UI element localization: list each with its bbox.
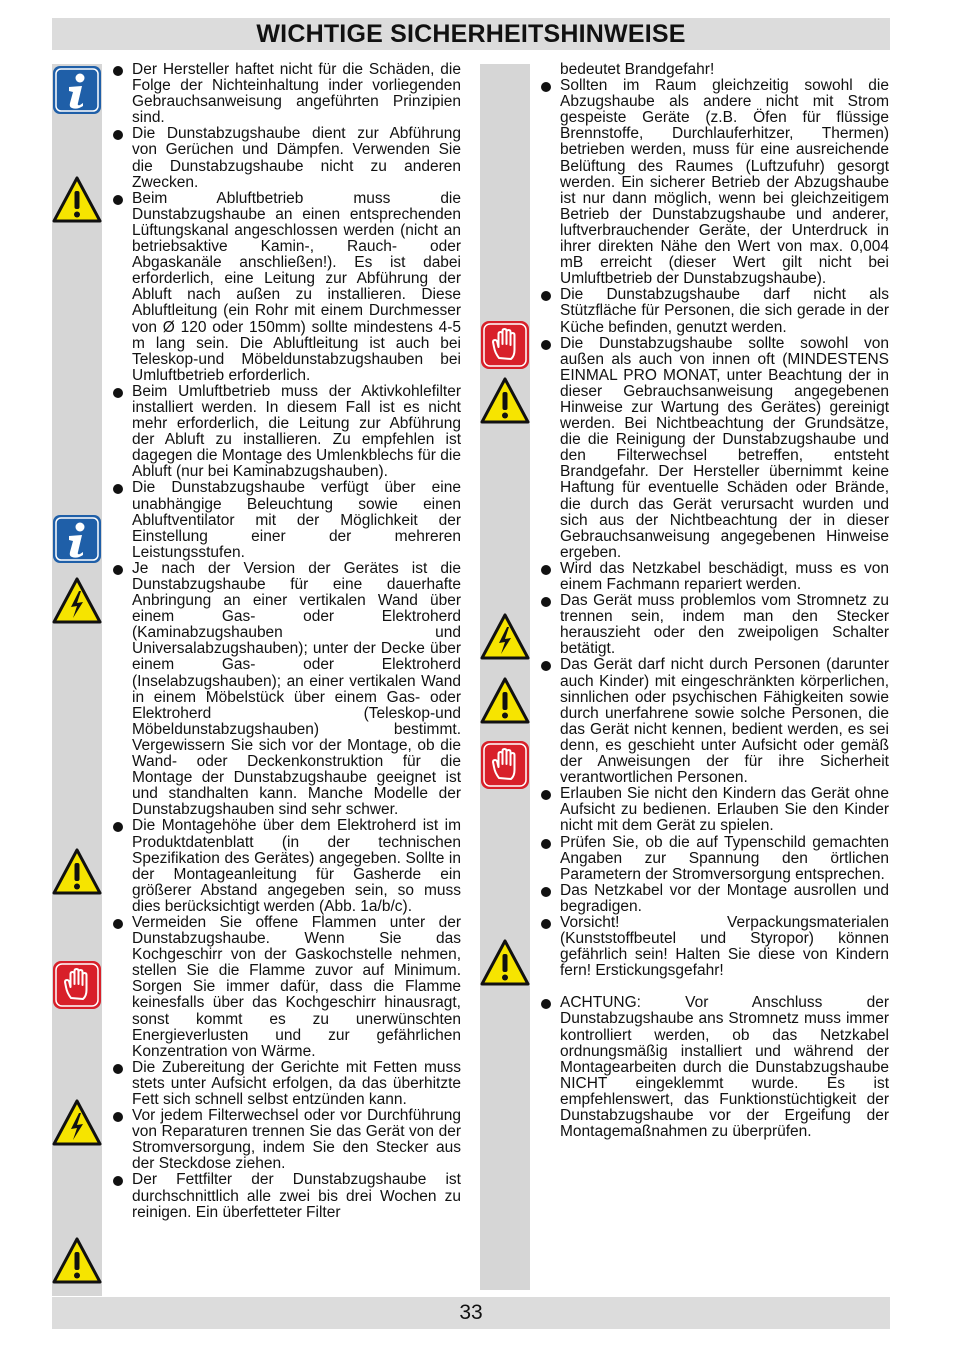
stop-hand-icon bbox=[480, 320, 530, 370]
list-item: Das Gerät muss problemlos vom Stromnetz zu trennen sein, indem man den Stecker herauszieht oder den zweipoligen Schalter betätigt. bbox=[536, 593, 889, 657]
page-title: WICHTIGE SICHERHEITSHINWEISE bbox=[256, 19, 686, 48]
info-icon bbox=[52, 514, 102, 564]
list-item: Prüfen Sie, ob die auf Typenschild gemachten Angaben zur Spannung den örtlichen Parametern der Stromversorgung entsprechen. bbox=[536, 835, 889, 883]
stop-hand-icon bbox=[52, 960, 102, 1010]
list-item: Sollten im Raum gleichzeitig sowohl die Abzugshaube als andere nicht mit Strom gespeiste Geräte (z.B. Öfen für flüssige Brennstoffe, Durchlauferhitzer, Thermen) betrieben werden, muss für eine ausreichende Belüftung des Raumes (Luftzufuhr) gesorgt werden. Ein sicherer Betrieb der Abzugshaube ist nur dann möglich, wenn bei gleichzeitigem Betrieb der Dunstabzugshaube und anderer, luftverbrauchender Geräte, der Unterdruck in ihrer direkten Nähe den Wert von max. 0,004 mB erreicht (dieser Wert gilt nicht bei Umluftbetrieb der Dunstabzugshaube). bbox=[536, 78, 889, 287]
right-text-column bbox=[536, 62, 889, 1140]
list-item: Die Dunstabzugshaube darf nicht als Stützfläche für Personen, die sich gerade in der Küche befinden, genutzt werden. bbox=[536, 287, 889, 335]
list-item: Die Zubereitung der Gerichte mit Fetten muss stets unter Aufsicht erfolgen, da das überhitzte Fett sich schnell selbst entzünden kann. bbox=[108, 1060, 461, 1108]
list-item: Je nach der Version der Gerätes ist die Dunstabzugshaube für eine dauerhafte Anbringung an einer vertikalen Wand über einem Gas- oder Elektroherd (Kaminabzugshauben und Universalabzugshauben); unter der Decke über einem Gas- oder Elektroherd (Inselabzugshauben); an einer vertikalen Wand in einem Möbelstück über einem Gas- oder Elektroherd (Teleskop-und Möbeldunstabzugshauben) bestimmt. Vergewissern Sie sich vor der Montage, ob die Wand- oder Deckenkonstruktion für die Montage der Dunstabzugshaube geeignet ist und standhalten kann. Manche Modelle der Dunstabzugshauben sind sehr schwer. bbox=[108, 561, 461, 819]
list-item: Die Dunstabzugshaube dient zur Abführung von Gerüchen und Dämpfen. Verwenden Sie die Dunstabzugshaube nicht zu anderen Zwecken. bbox=[108, 126, 461, 190]
warning-icon bbox=[480, 938, 530, 988]
list-item: Vermeiden Sie offene Flammen unter der Dunstabzugshaube. Wenn Sie das Kochgeschirr von der Gaskochstelle nehmen, stellen Sie die Flamme zuvor auf Minimum. Sorgen Sie immer dafür, dass die Flamme keinesfalls über das Kochgeschirr hinausragt, sonst kommt es zu unerwünschten Energieverlusten und zur gefährlichen Konzentration von Wärme. bbox=[108, 915, 461, 1060]
list-item: Der Fettfilter der Dunstabzugshaube ist durchschnittlich alle zwei bis drei Wochen zu reinigen. Ein überfetteter Filter bbox=[108, 1172, 461, 1220]
electric-hazard-icon bbox=[52, 576, 102, 626]
list-item: Beim Umluftbetrieb muss der Aktivkohlefilter installiert werden. In diesem Fall ist es nicht mehr erforderlich, die Leitung zur Abführung der Abluft zu installieren. Zu empfehlen ist dagegen die Montage des Umlenkblechs für die Abluft (nur bei Kaminabzugshauben). bbox=[108, 384, 461, 481]
warning-icon bbox=[52, 847, 102, 897]
warning-icon bbox=[480, 676, 530, 726]
electric-hazard-icon bbox=[480, 612, 530, 662]
stop-hand-icon bbox=[480, 740, 530, 790]
list-item: Das Netzkabel vor der Montage ausrollen und begradigen. bbox=[536, 883, 889, 915]
left-text-column bbox=[108, 62, 461, 1221]
list-item-continuation: bedeutet Brandgefahr! bbox=[560, 61, 715, 78]
warning-icon bbox=[52, 175, 102, 225]
list-item: Wird das Netzkabel beschädigt, muss es von einem Fachmann repariert werden. bbox=[536, 561, 889, 593]
info-icon bbox=[52, 65, 102, 115]
list-item: Der Hersteller haftet nicht für die Schäden, die Folge der Nichteinhaltung inder vorliegenden Gebrauchsanweisung angeführten Prinzipien sind. bbox=[108, 62, 461, 126]
list-item: Beim Abluftbetrieb muss die Dunstabzugshaube an einen entsprechenden Lüftungskanal angeschlossen werden (nicht an betriebsaktive Kamin-, Rauch- oder Abgaskanäle anschließen!). Es ist dabei erforderlich, eine Leitung zur Abführung der Abluft nach außen zu installieren. Diese Abluftleitung (ein Rohr mit einem Durchmesser von Ø 120 oder 150mm) sollte mindestens 4-5 m lang sein. Die Abluftleitung ist auch bei Teleskop-und Möbeldunstabzugshauben bei Umluftbetrieb erforderlich. bbox=[108, 191, 461, 384]
header-banner bbox=[52, 18, 890, 50]
list-item: ACHTUNG: Vor Anschluss der Dunstabzugshaube ans Stromnetz muss immer kontrolliert werden, ob das Netzkabel ordnungsmäßig installiert und während der Montagearbeiten durch die Dunstabzugshaube NICHT eingeklemmt wurde. Es ist empfehlenswert, das Funktionstüchtigkeit der Dunstabzugshaube vor der Ergeifung der Montagemaßnahmen zu überprüfen. bbox=[536, 995, 889, 1140]
warning-icon bbox=[52, 1236, 102, 1286]
list-item: Die Dunstabzugshaube sollte sowohl von außen als auch von innen oft (MINDESTENS EINMAL PRO MONAT, unter Beachtung der in dieser Gebrauchsanweisung angegebenen Hinweise zur Wartung des Gerätes) gereinigt werden. Bei Nichtbeachtung der Grundsätze, die die Reinigung der Dunstabzugshaube und den Filterwechsel betreffen, entsteht Brandgefahr. Der Hersteller übernimmt keine Haftung für eventuelle Schäden oder Brände, die durch das Gerät verursacht wurden und sich aus der Nichtbeachtung der in dieser Gebrauchsanweisung angegebenen Hinweise ergeben. bbox=[536, 336, 889, 561]
list-item: Vor jedem Filterwechsel oder vor Durchführung von Reparaturen trennen Sie das Gerät von der Stromversorgung, indem Sie den Stecker aus der Steckdose ziehen. bbox=[108, 1108, 461, 1172]
page-number: 33 bbox=[459, 1301, 483, 1324]
safety-list bbox=[536, 62, 889, 1140]
right-icon-column bbox=[480, 64, 530, 1290]
warning-icon bbox=[480, 376, 530, 426]
list-item: Die Dunstabzugshaube verfügt über eine unabhängige Beleuchtung sowie einen Abluftventilator mit der Möglichkeit der Einstellung einer der mehreren Leistungsstufen. bbox=[108, 480, 461, 560]
safety-list bbox=[108, 62, 461, 1221]
list-item: Erlauben Sie nicht den Kindern das Gerät ohne Aufsicht zu bedienen. Erlauben Sie den Kinder nicht mit dem Gerät zu spielen. bbox=[536, 786, 889, 834]
list-item: Vorsicht! Verpackungsmaterialen (Kunststoffbeutel und Styropor) können gefährlich sein! Halten Sie diese von Kindern fern! Erstickungsgefahr! bbox=[536, 915, 889, 979]
list-item: Das Gerät darf nicht durch Personen (darunter auch Kinder) mit eingeschränkten körperlichen, sinnlichen oder psychischen Fähigkeiten sowie durch unerfahrene sowie solche Personen, die das Gerät nicht kennen, bedient werden, es sei denn, es geschieht unter Aufsicht oder gemäß der Anweisungen der für ihre Sicherheit verantwortlichen Personen. bbox=[536, 657, 889, 786]
footer-banner bbox=[52, 1297, 890, 1329]
list-item: Die Montagehöhe über dem Elektroherd ist im Produktdatenblatt (in der technischen Spezifikation des Gerätes) angegeben. Sollte in der Montageanleitung für Gasherde ein größerer Abstand angegeben sein, so muss dies berücksichtigt werden (Abb. 1a/b/c). bbox=[108, 818, 461, 915]
electric-hazard-icon bbox=[52, 1098, 102, 1148]
left-icon-column bbox=[52, 64, 102, 1296]
